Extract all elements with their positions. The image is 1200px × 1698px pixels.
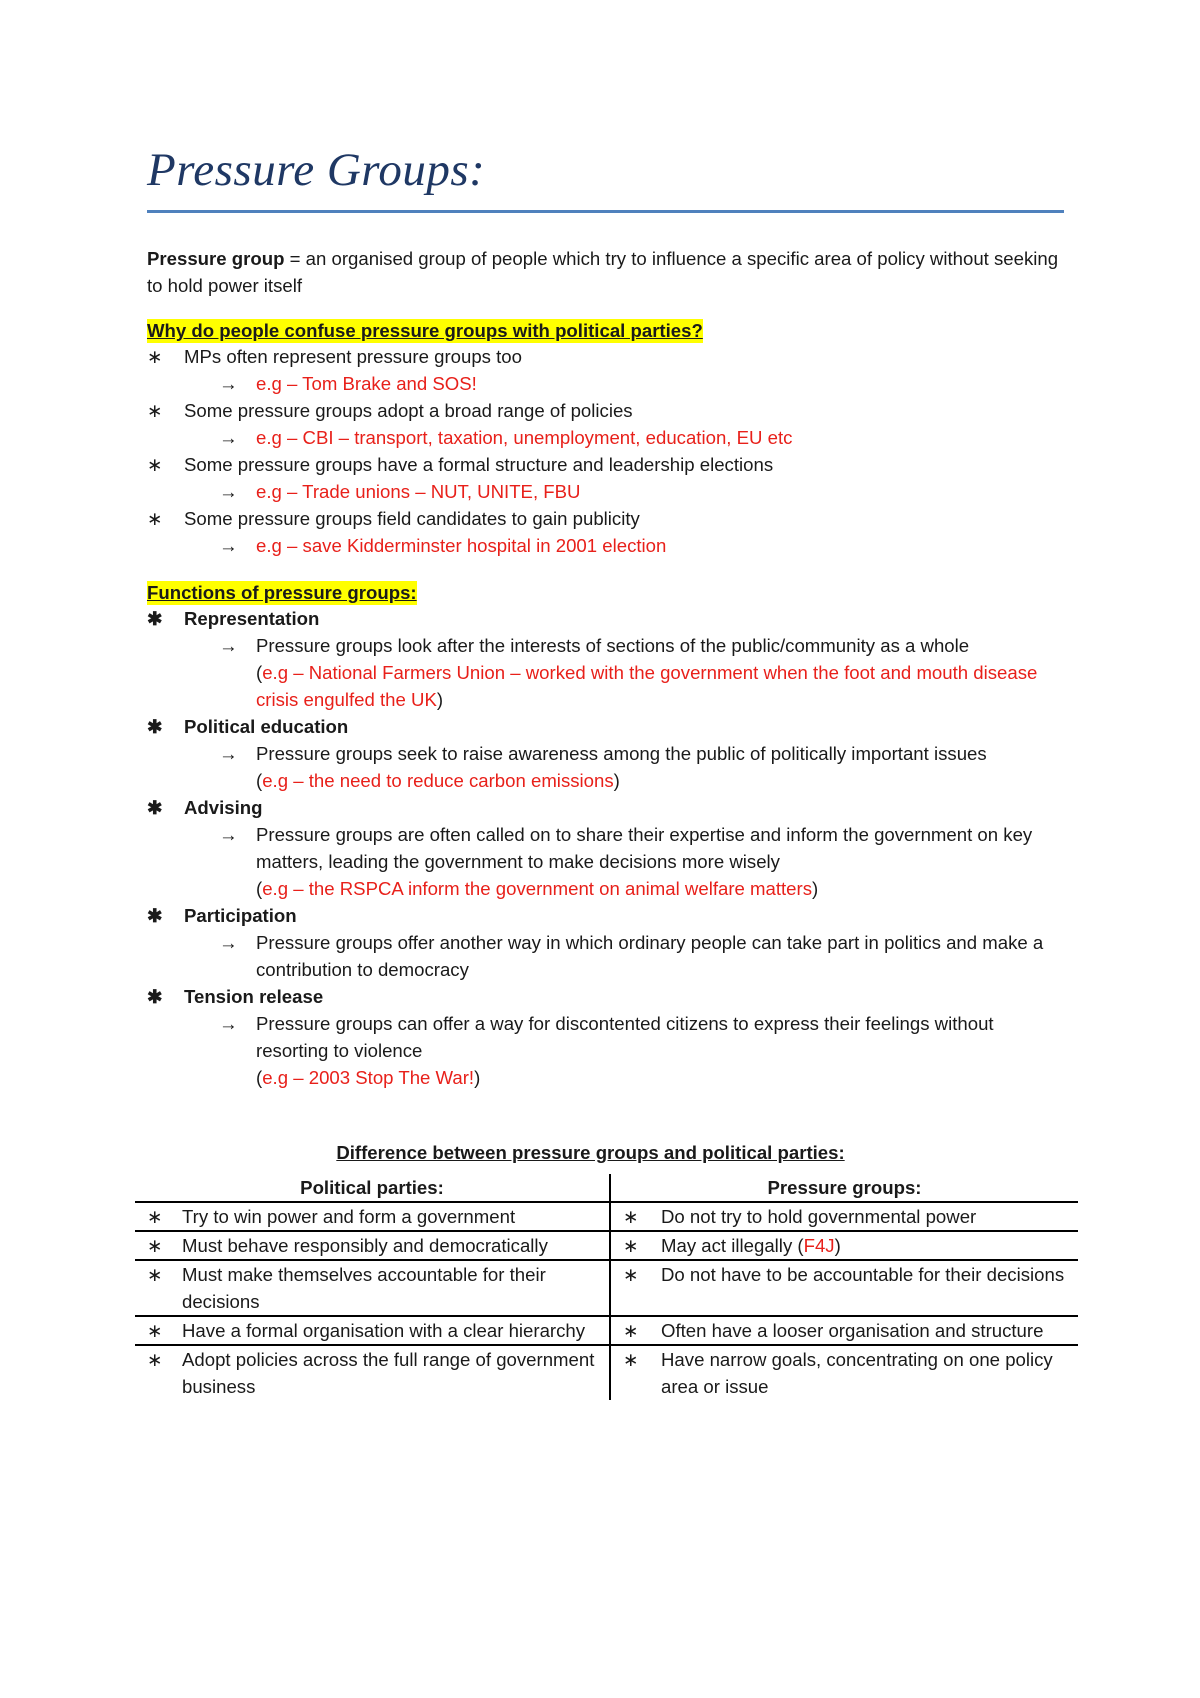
table-row bbox=[135, 1345, 1078, 1400]
table-row bbox=[135, 1260, 1078, 1316]
list-item bbox=[147, 451, 1064, 505]
example-text: e.g – CBI – transport, taxation, unemployment, education, EU etc bbox=[256, 427, 793, 448]
example-text: e.g – National Farmers Union – worked with the government when the foot and mouth disease crisis engulfed the UK bbox=[256, 662, 1038, 710]
example-row bbox=[147, 478, 1064, 505]
function-text: Pressure groups can offer a way for discontented citizens to express their feelings without resorting to violence bbox=[256, 1013, 994, 1061]
definition-text: = an organised group of people which try to influence a specific area of policy without seeking to hold power itself bbox=[147, 248, 1059, 296]
asterisk-bullet-icon: ∗ bbox=[623, 1320, 639, 1341]
function-text: Pressure groups are often called on to share their expertise and inform the government on key matters, leading the government to make decisions more wisely bbox=[256, 824, 1033, 872]
asterisk-bullet-icon: ∗ bbox=[147, 346, 163, 367]
party-cell-content bbox=[135, 1232, 605, 1259]
arrow-right-icon: → bbox=[219, 427, 238, 448]
arrow-right-icon: → bbox=[219, 481, 238, 502]
difference-table-body bbox=[135, 1202, 1078, 1400]
function-detail bbox=[147, 821, 1064, 902]
function-detail-body bbox=[220, 1010, 1064, 1091]
paren-close: ) bbox=[436, 689, 444, 710]
function-item bbox=[147, 605, 1064, 713]
party-cell-content bbox=[135, 1346, 605, 1400]
group-example: F4J bbox=[803, 1235, 835, 1256]
asterisk-bullet-icon: ∗ bbox=[623, 1264, 639, 1285]
group-cell bbox=[610, 1231, 1078, 1260]
function-example bbox=[256, 1064, 1064, 1091]
arrow-right-icon: → bbox=[219, 535, 238, 556]
function-title: Political education bbox=[184, 716, 349, 737]
party-cell-content bbox=[135, 1261, 605, 1315]
asterisk-bullet-icon: ✱ bbox=[147, 905, 163, 926]
group-cell bbox=[610, 1345, 1078, 1400]
function-example bbox=[256, 767, 1064, 794]
arrow-right-icon: → bbox=[219, 635, 238, 656]
group-cell-content bbox=[611, 1317, 1074, 1344]
list-item-text: Some pressure groups adopt a broad range of policies bbox=[184, 400, 633, 421]
arrow-right-icon: → bbox=[219, 824, 238, 845]
paren-close: ) bbox=[474, 1067, 481, 1088]
function-detail-body bbox=[220, 929, 1064, 983]
function-title: Tension release bbox=[184, 986, 324, 1007]
example-text: e.g – Trade unions – NUT, UNITE, FBU bbox=[256, 481, 581, 502]
function-detail-body bbox=[220, 632, 1064, 713]
arrow-right-icon: → bbox=[219, 373, 238, 394]
asterisk-bullet-icon: ∗ bbox=[623, 1235, 639, 1256]
example-text: e.g – the RSPCA inform the government on animal welfare matters bbox=[262, 878, 813, 899]
confuse-heading-wrap bbox=[147, 319, 1064, 343]
example-text: e.g – the need to reduce carbon emissions bbox=[262, 770, 614, 791]
definition bbox=[147, 245, 1064, 299]
definition-term: Pressure group bbox=[147, 248, 285, 269]
group-text: Do not have to be accountable for their decisions bbox=[661, 1264, 1065, 1285]
group-cell bbox=[610, 1316, 1078, 1345]
party-cell bbox=[135, 1260, 610, 1316]
paren-close: ) bbox=[834, 1235, 841, 1256]
asterisk-bullet-icon: ∗ bbox=[623, 1349, 639, 1370]
difference-table bbox=[135, 1174, 1078, 1400]
asterisk-bullet-icon: ∗ bbox=[147, 1235, 163, 1256]
function-title: Participation bbox=[184, 905, 297, 926]
list-item-text: MPs often represent pressure groups too bbox=[184, 346, 522, 367]
asterisk-bullet-icon: ∗ bbox=[147, 454, 163, 475]
function-item bbox=[147, 902, 1064, 983]
group-text: Have narrow goals, concentrating on one policy area or issue bbox=[661, 1349, 1053, 1397]
party-cell bbox=[135, 1202, 610, 1231]
group-cell-content bbox=[611, 1346, 1074, 1400]
asterisk-bullet-icon: ✱ bbox=[147, 716, 163, 737]
functions-list bbox=[147, 605, 1064, 1091]
group-cell bbox=[610, 1260, 1078, 1316]
party-text: Adopt policies across the full range of government business bbox=[182, 1349, 595, 1397]
asterisk-bullet-icon: ∗ bbox=[147, 1320, 163, 1341]
function-text: Pressure groups offer another way in which ordinary people can take part in politics and make a contribution to democracy bbox=[256, 932, 1044, 980]
function-detail-body bbox=[220, 821, 1064, 902]
function-example bbox=[256, 659, 1064, 713]
function-detail bbox=[147, 740, 1064, 794]
group-text: May act illegally ( bbox=[661, 1235, 804, 1256]
header-political-parties: Political parties: bbox=[135, 1174, 610, 1202]
function-title: Advising bbox=[184, 797, 263, 818]
title-rule bbox=[147, 210, 1064, 213]
paren-close: ) bbox=[812, 878, 819, 899]
asterisk-bullet-icon: ✱ bbox=[147, 608, 163, 629]
party-text: Must make themselves accountable for their decisions bbox=[182, 1264, 546, 1312]
list-item-text: Some pressure groups have a formal structure and leadership elections bbox=[184, 454, 774, 475]
function-item bbox=[147, 983, 1064, 1091]
functions-heading: Functions of pressure groups: bbox=[147, 582, 417, 603]
paren-close: ) bbox=[613, 770, 620, 791]
asterisk-bullet-icon: ✱ bbox=[147, 986, 163, 1007]
group-cell-content bbox=[611, 1203, 1074, 1230]
function-item bbox=[147, 794, 1064, 902]
asterisk-bullet-icon: ∗ bbox=[147, 1206, 163, 1227]
list-item bbox=[147, 343, 1064, 397]
group-cell bbox=[610, 1202, 1078, 1231]
function-title: Representation bbox=[184, 608, 320, 629]
example-text: e.g – 2003 Stop The War! bbox=[262, 1067, 475, 1088]
confuse-list bbox=[147, 343, 1064, 559]
party-cell-content bbox=[135, 1317, 605, 1344]
header-pressure-groups: Pressure groups: bbox=[610, 1174, 1078, 1202]
asterisk-bullet-icon: ∗ bbox=[147, 508, 163, 529]
paren-open: ( bbox=[256, 1067, 263, 1088]
group-text: Often have a looser organisation and structure bbox=[661, 1320, 1044, 1341]
functions-heading-wrap bbox=[147, 581, 1064, 605]
example-row bbox=[147, 424, 1064, 451]
function-item bbox=[147, 713, 1064, 794]
table-row bbox=[135, 1231, 1078, 1260]
party-cell bbox=[135, 1345, 610, 1400]
confuse-heading: Why do people confuse pressure groups with political parties? bbox=[147, 320, 703, 341]
function-detail bbox=[147, 632, 1064, 713]
party-cell-content bbox=[135, 1203, 605, 1230]
function-text: Pressure groups seek to raise awareness among the public of politically important issues bbox=[256, 743, 987, 764]
asterisk-bullet-icon: ∗ bbox=[623, 1206, 639, 1227]
asterisk-bullet-icon: ∗ bbox=[147, 400, 163, 421]
table-row bbox=[135, 1316, 1078, 1345]
difference-heading: Difference between pressure groups and political parties: bbox=[336, 1142, 845, 1163]
list-item bbox=[147, 397, 1064, 451]
group-text: Do not try to hold governmental power bbox=[661, 1206, 977, 1227]
function-example bbox=[256, 875, 1064, 902]
party-text: Must behave responsibly and democratically bbox=[182, 1235, 548, 1256]
function-detail bbox=[147, 1010, 1064, 1091]
list-item bbox=[147, 505, 1064, 559]
group-cell-content bbox=[611, 1232, 1074, 1259]
paren-open: ( bbox=[256, 662, 263, 683]
party-cell bbox=[135, 1316, 610, 1345]
paren-open: ( bbox=[256, 770, 263, 791]
example-text: e.g – save Kidderminster hospital in 2001 election bbox=[256, 535, 667, 556]
list-item-text: Some pressure groups field candidates to gain publicity bbox=[184, 508, 640, 529]
asterisk-bullet-icon: ∗ bbox=[147, 1349, 163, 1370]
table-header-row bbox=[135, 1174, 1078, 1202]
function-text: Pressure groups look after the interests of sections of the public/community as a whole bbox=[256, 635, 970, 656]
asterisk-bullet-icon: ✱ bbox=[147, 797, 163, 818]
example-row bbox=[147, 532, 1064, 559]
arrow-right-icon: → bbox=[219, 1013, 238, 1034]
arrow-right-icon: → bbox=[219, 932, 238, 953]
party-text: Have a formal organisation with a clear hierarchy bbox=[182, 1320, 586, 1341]
arrow-right-icon: → bbox=[219, 743, 238, 764]
example-text: e.g – Tom Brake and SOS! bbox=[256, 373, 477, 394]
document-page bbox=[147, 140, 1064, 1400]
group-cell-content bbox=[611, 1261, 1074, 1288]
paren-open: ( bbox=[256, 878, 263, 899]
example-row bbox=[147, 370, 1064, 397]
page-title: Pressure Groups: bbox=[147, 144, 486, 196]
function-detail bbox=[147, 929, 1064, 983]
party-text: Try to win power and form a government bbox=[182, 1206, 516, 1227]
party-cell bbox=[135, 1231, 610, 1260]
asterisk-bullet-icon: ∗ bbox=[147, 1264, 163, 1285]
function-detail-body bbox=[220, 740, 1064, 794]
table-row bbox=[135, 1202, 1078, 1231]
